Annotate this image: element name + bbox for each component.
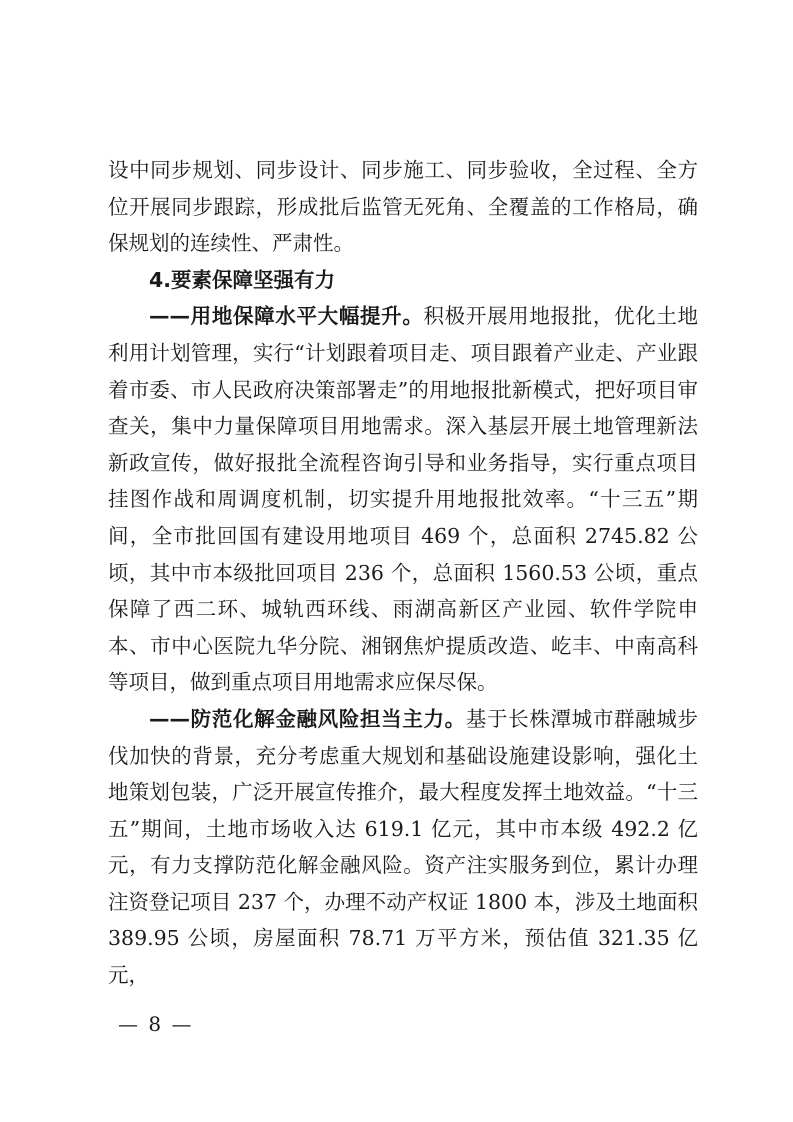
paragraph-land-guarantee — [108, 298, 698, 701]
paragraph-lead-land-guarantee: ——用地保障水平大幅提升。 — [149, 304, 424, 329]
paragraph-body-financial-risk: 基于长株潭城市群融城步伐加快的背景，充分考虑重大规划和基础设施建设影响，强化土地策划包装，广泛开展宣传推介，最大程度发挥土地效益。“十三五”期间，土地市场收入达 619.1 亿元，其中市本级 492.2 亿元，有力支撑防范化解金融风险。资产注实服务到位，累计办理注资登记项目 237 个，办理不动产权证 1800 本，涉及土地面积 389.95 公顷，房屋面积 78.71 万平方米，预估值 321.35 亿元， — [108, 706, 699, 988]
paragraph-continuation: 设中同步规划、同步设计、同步施工、同步验收，全过程、全方位开展同步跟踪，形成批后监管无死角、全覆盖的工作格局，确保规划的连续性、严肃性。 — [108, 158, 698, 256]
paragraph-lead-financial-risk: ——防范化解金融风险担当主力。 — [149, 706, 466, 731]
page-number: — 8 — — [118, 1012, 194, 1036]
section-heading: 4.要素保障坚强有力 — [149, 267, 336, 292]
paragraph-financial-risk — [108, 701, 698, 994]
paragraph-body-land-guarantee: 积极开展用地报批，优化土地利用计划管理，实行“计划跟着项目走、项目跟着产业走、产业跟着市委、市人民政府决策部署走”的用地报批新模式，把好项目审查关，集中力量保障项目用地需求。深入基层开展土地管理新法新政宣传，做好报批全流程咨询引导和业务指导，实行重点项目挂图作战和周调度机制，切实提升用地报批效率。“十三五”期间，全市批回国有建设用地项目 469 个，总面积 2745.82 公顷，其中市本级批回项目 236 个，总面积 1560.53 公顷，重点保障了西二环、城轨西环线、雨湖高新区产业园、软件学院申本、市中心医院九华分院、湘钢焦炉提质改造、屹丰、中南高科等项目，做到重点项目用地需求应保尽保。 — [108, 304, 698, 695]
document-body — [108, 152, 698, 994]
